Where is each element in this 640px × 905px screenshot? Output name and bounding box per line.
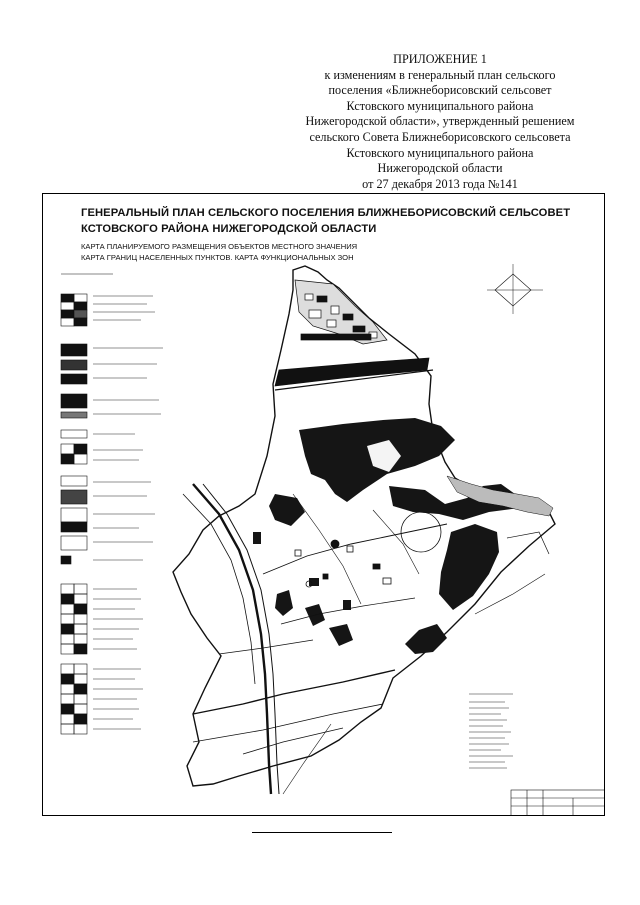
map-title-line: ГЕНЕРАЛЬНЫЙ ПЛАН СЕЛЬСКОГО ПОСЕЛЕНИЯ БЛИЖНЕБОРИСОВСКИЙ СЕЛЬСОВЕТ	[81, 207, 571, 219]
title-block-stamp	[511, 790, 605, 816]
appendix-line: Нижегородской области», утвержденный решением	[305, 114, 575, 129]
legend-text-lines	[93, 296, 163, 729]
appendix-line: к изменениям в генеральный план сельского	[324, 67, 556, 82]
map-sheet	[42, 193, 605, 816]
bottom-divider	[252, 832, 392, 833]
appendix-line: Кстовского муниципального района	[346, 98, 534, 113]
map-subtitle-line: КАРТА ГРАНИЦ НАСЕЛЕННЫХ ПУНКТОВ. КАРТА ФУНКЦИОНАЛЬНЫХ ЗОН	[81, 253, 354, 262]
appendix-line: ПРИЛОЖЕНИЕ 1	[393, 52, 487, 66]
map-subtitle-line: КАРТА ПЛАНИРУЕМОГО РАЗМЕЩЕНИЯ ОБЪЕКТОВ МЕСТНОГО ЗНАЧЕНИЯ	[81, 242, 358, 251]
map-title-line: КСТОВСКОГО РАЙОНА НИЖЕГОРОДСКОЙ ОБЛАСТИ	[81, 223, 377, 235]
appendix-line: от 27 декабря 2013 года №141	[362, 176, 518, 191]
appendix-header	[250, 52, 630, 192]
map-subtitle	[81, 241, 601, 263]
appendix-line: поселения «Ближнеборисовский сельсовет	[328, 83, 552, 98]
explication-list	[469, 694, 513, 768]
general-plan-map	[43, 194, 605, 816]
appendix-line: Нижегородской области	[377, 161, 503, 176]
appendix-line: Кстовского муниципального района	[346, 145, 534, 160]
map-legend	[61, 274, 113, 734]
northern-settlement	[275, 280, 433, 390]
forest-areas	[253, 418, 519, 654]
appendix-line: сельского Совета Ближнеборисовского сельсовета	[309, 129, 571, 144]
map-title	[81, 205, 601, 237]
